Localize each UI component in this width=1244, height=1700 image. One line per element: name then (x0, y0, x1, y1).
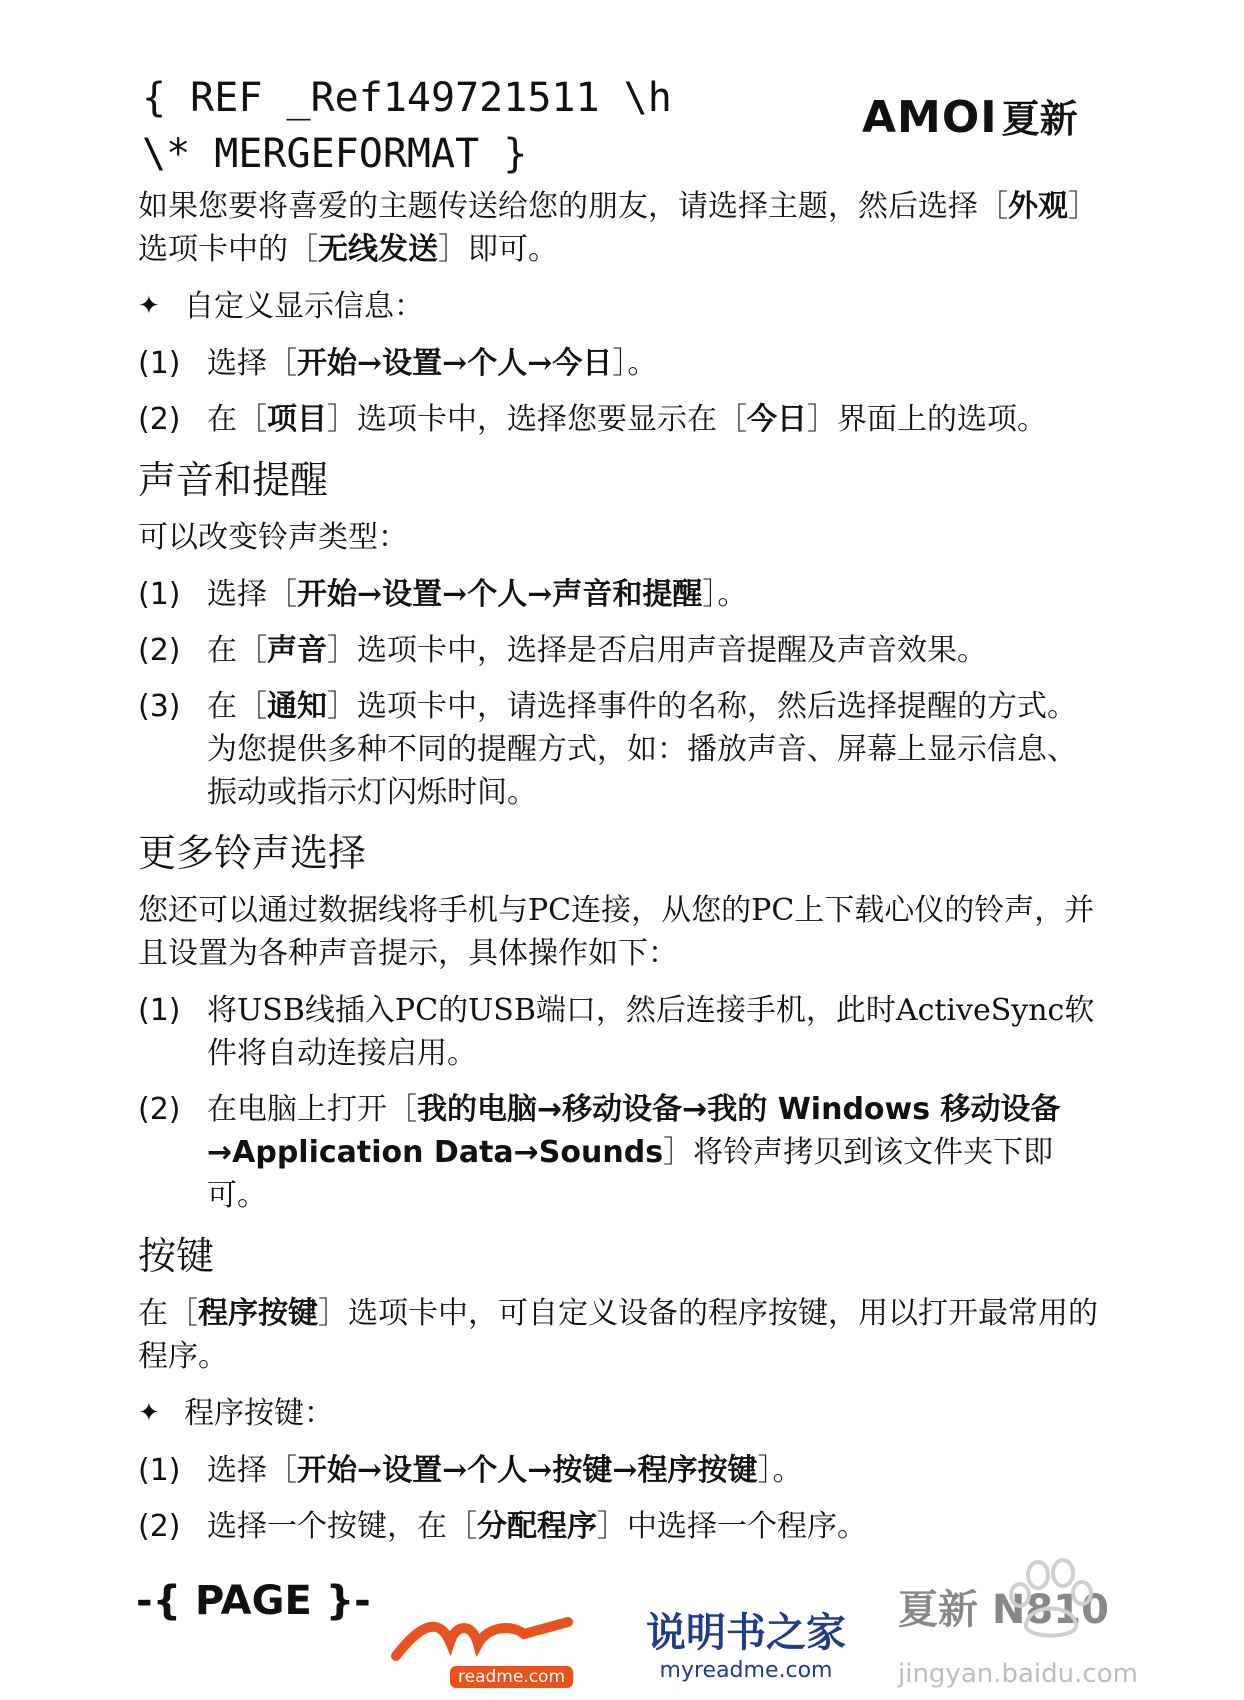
item-tab: 今日 (747, 402, 807, 437)
item-text: ］选项卡中，选择是否启用声音提醒及声音效果。 (327, 633, 987, 668)
item-text: 选择［ (207, 577, 297, 612)
item-number: (2) (138, 1509, 181, 1544)
my-swoosh-icon (392, 1612, 572, 1672)
item-text: 在［ (207, 402, 267, 437)
item-number: (1) (138, 993, 181, 1028)
section-lead: 您还可以通过数据线将手机与PC连接，从您的PC上下载心仪的铃声，并且设置为各种声音提示，具体操作如下： (138, 893, 1095, 971)
list-item (138, 573, 1103, 616)
intro-wireless-send: 无线发送 (318, 232, 438, 267)
intro-text-1: 如果您要将喜爱的主题传送给您的朋友，请选择主题，然后选择［ (138, 189, 1008, 224)
lead-text: ］选项卡中，可自定义设备的程序按键，用以打开最常用的程序。 (138, 1296, 1098, 1374)
ref-field-code: { REF _Ref149721511 \h \* MERGEFORMAT } (142, 75, 672, 177)
list-item (138, 1449, 1103, 1492)
item-text: ］。 (702, 577, 748, 612)
item-text: 选择一个按键，在［ (207, 1509, 477, 1544)
item-number: (2) (138, 633, 181, 668)
list-item (138, 989, 1103, 1075)
section-title-ringtone: 更多铃声选择 (138, 831, 367, 875)
item-text: 在［ (207, 689, 267, 724)
item-tab: 分配程序 (477, 1509, 597, 1544)
item-text: ］将铃声拷贝到该文件夹下即可。 (207, 1135, 1054, 1213)
list-item (138, 1505, 1103, 1548)
list-item (138, 629, 1103, 672)
item-path: 开始→设置→个人→声音和提醒 (297, 577, 703, 612)
intro-text-2: ］选项卡中的［ (138, 189, 1098, 267)
list-item (138, 398, 1103, 441)
item-text: 在［ (207, 633, 267, 668)
logo-cn-title: 说明书之家 (646, 1610, 846, 1656)
item-text: ］。 (612, 346, 658, 381)
bullet-today (138, 285, 1103, 328)
item-text: 在电脑上打开［ (207, 1092, 417, 1127)
item-text: ］中选择一个程序。 (597, 1509, 867, 1544)
page-number-field: -{ PAGE }- (136, 1578, 371, 1624)
intro-paragraph (138, 185, 1103, 271)
brand-logo (862, 88, 1078, 143)
footer-model-name: 夏新 N810 (898, 1587, 1109, 1633)
item-path: 开始→设置→个人→今日 (297, 346, 613, 381)
item-text: ］。 (757, 1453, 803, 1488)
intro-tab-appearance: 外观 (1008, 189, 1068, 224)
paw-icon (898, 1555, 1198, 1655)
section-title-sound: 声音和提醒 (138, 458, 329, 502)
item-text: 选择［ (207, 346, 297, 381)
section-title-keys: 按键 (138, 1234, 215, 1278)
logo-my-sub: readme.com (450, 1666, 573, 1688)
intro-text-3: ］即可。 (438, 232, 558, 267)
item-text: ］选项卡中，选择您要显示在［ (327, 402, 747, 437)
item-path: 开始→设置→个人→按键→程序按键 (297, 1453, 758, 1488)
item-number: (2) (138, 402, 181, 437)
lead-tab: 程序按键 (198, 1296, 318, 1331)
brand-latin: AMOI (862, 92, 998, 143)
item-tab: 声音 (267, 633, 327, 668)
star-bullet-icon: ✦ (138, 291, 160, 321)
item-number: (1) (138, 577, 181, 612)
bullet-program-keys (138, 1392, 1103, 1435)
bullet-label: 程序按键： (184, 1396, 334, 1431)
item-tab: 通知 (267, 689, 327, 724)
item-text: ］界面上的选项。 (807, 402, 1047, 437)
document-body (138, 185, 1103, 1561)
item-number: (1) (138, 1453, 181, 1488)
list-item (138, 1088, 1103, 1217)
lead-text: 在［ (138, 1296, 198, 1331)
watermark-url: jingyan.baidu.com (898, 1659, 1138, 1689)
star-bullet-icon: ✦ (138, 1398, 160, 1428)
list-item (138, 342, 1103, 385)
bullet-label: 自定义显示信息： (184, 289, 424, 324)
logo-cn-url: myreadme.com (659, 1658, 833, 1683)
section-lead: 可以改变铃声类型： (138, 520, 408, 555)
myreadme-logo (392, 1612, 602, 1700)
list-item (138, 685, 1103, 814)
brand-cn: 夏新 (1001, 97, 1078, 141)
item-path: 我的电脑→移动设备→我的 Windows 移动设备→Application Data→Sounds (207, 1092, 1061, 1170)
item-tab: 项目 (267, 402, 327, 437)
manual-home-logo (636, 1608, 856, 1684)
item-text: 选择［ (207, 1453, 297, 1488)
item-number: (3) (138, 689, 181, 724)
item-text: 将USB线插入PC的USB端口，然后连接手机，此时ActiveSync软件将自动连接启用。 (207, 993, 1095, 1071)
item-number: (1) (138, 346, 181, 381)
item-text: ］选项卡中，请选择事件的名称，然后选择提醒的方式。为您提供多种不同的提醒方式，如：播放声音、屏幕上显示信息、振动或指示灯闪烁时间。 (207, 689, 1077, 810)
baidu-watermark (898, 1555, 1198, 1695)
section-lead (138, 1292, 1103, 1378)
item-number: (2) (138, 1092, 181, 1127)
